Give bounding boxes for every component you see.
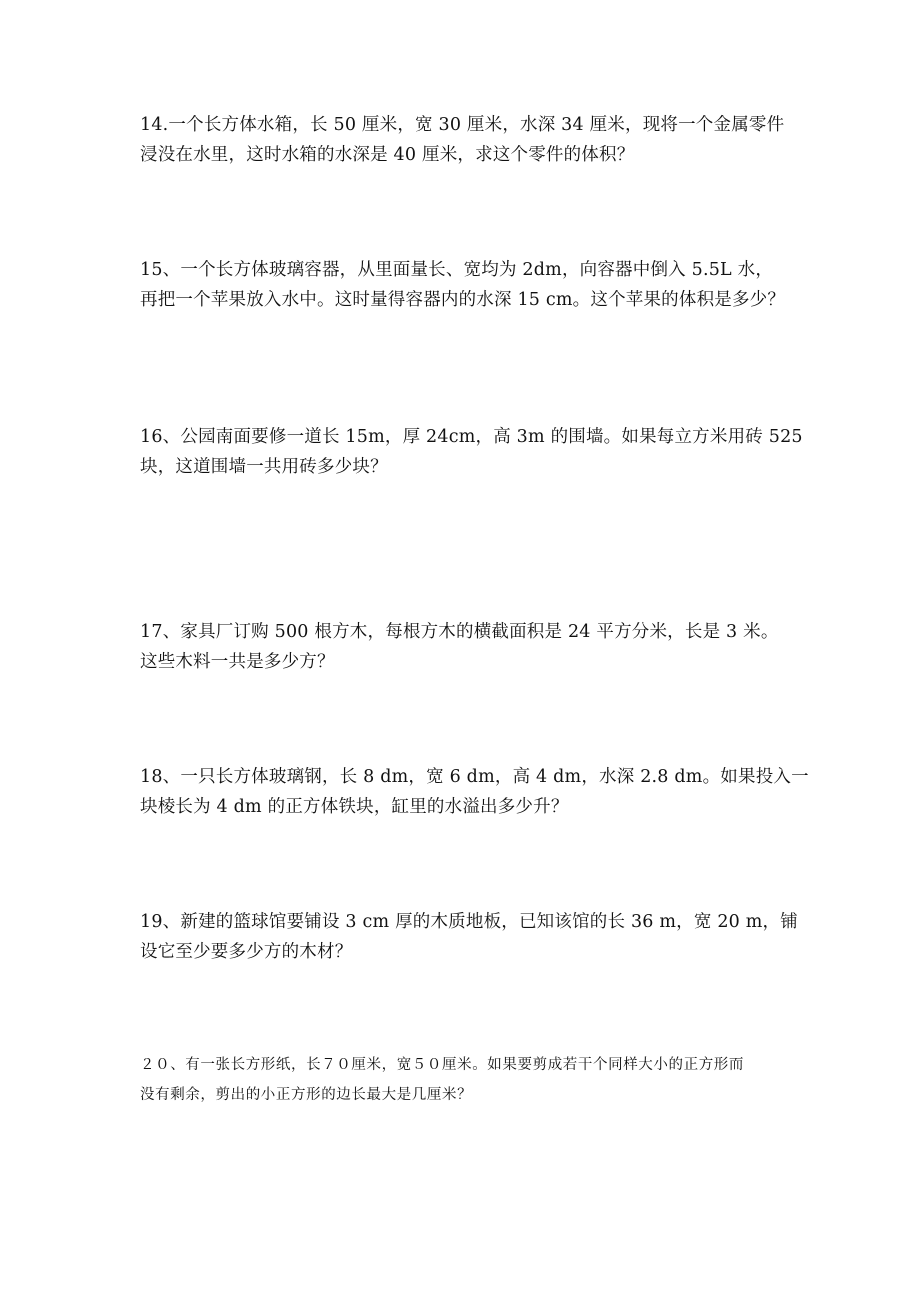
problem-18 [140, 762, 809, 822]
problem-19-line-2: 设它至少要多少方的木材？ [140, 942, 353, 962]
problem-16 [140, 422, 803, 482]
problem-15 [140, 255, 790, 315]
problem-17 [140, 617, 790, 677]
problem-16-line-2: 块，这道围墙一共用砖多少块？ [140, 457, 388, 477]
problem-14-line-2: 浸没在水里，这时水箱的水深是 40 厘米，求这个零件的体积？ [140, 145, 635, 165]
problem-16-line-1: 16、公园南面要修一道长 15m，厚 24cm，高 3m 的围墙。如果每立方米用砖 525 [140, 427, 803, 447]
problem-14-line-1: 14.一个长方体水箱，长 50 厘米，宽 30 厘米，水深 34 厘米，现将一个金属零件 [140, 115, 785, 135]
problem-18-line-1: 18、一只长方体玻璃钢，长 8 dm，宽 6 dm，高 4 dm，水深 2.8 dm。如果投入一 [140, 767, 809, 787]
problem-14 [140, 110, 790, 170]
problem-18-line-2: 块棱长为 4 dm 的正方体铁块，缸里的水溢出多少升？ [140, 797, 569, 817]
problem-17-line-2: 这些木料一共是多少方？ [140, 652, 335, 672]
problem-19 [140, 907, 798, 967]
problem-19-line-1: 19、新建的篮球馆要铺设 3 cm 厚的木质地板，已知该馆的长 36 m，宽 20 m，铺 [140, 912, 798, 932]
problem-17-line-1: 17、家具厂订购 500 根方木，每根方木的横截面积是 24 平方分米，长是 3 米。 [140, 622, 779, 642]
problem-20 [140, 1050, 790, 1110]
problem-20-line-1: ２０、有一张长方形纸，长７０厘米，宽５０厘米。如果要剪成若干个同样大小的正方形而 [140, 1057, 744, 1073]
problem-15-line-1: 15、一个长方体玻璃容器，从里面量长、宽均为 2dm，向容器中倒入 5.5L 水， [140, 260, 774, 280]
problem-15-line-2: 再把一个苹果放入水中。这时量得容器内的水深 15 cm。这个苹果的体积是多少？ [140, 290, 786, 310]
problem-20-line-2: 没有剩余，剪出的小正方形的边长最大是几厘米？ [140, 1087, 473, 1103]
